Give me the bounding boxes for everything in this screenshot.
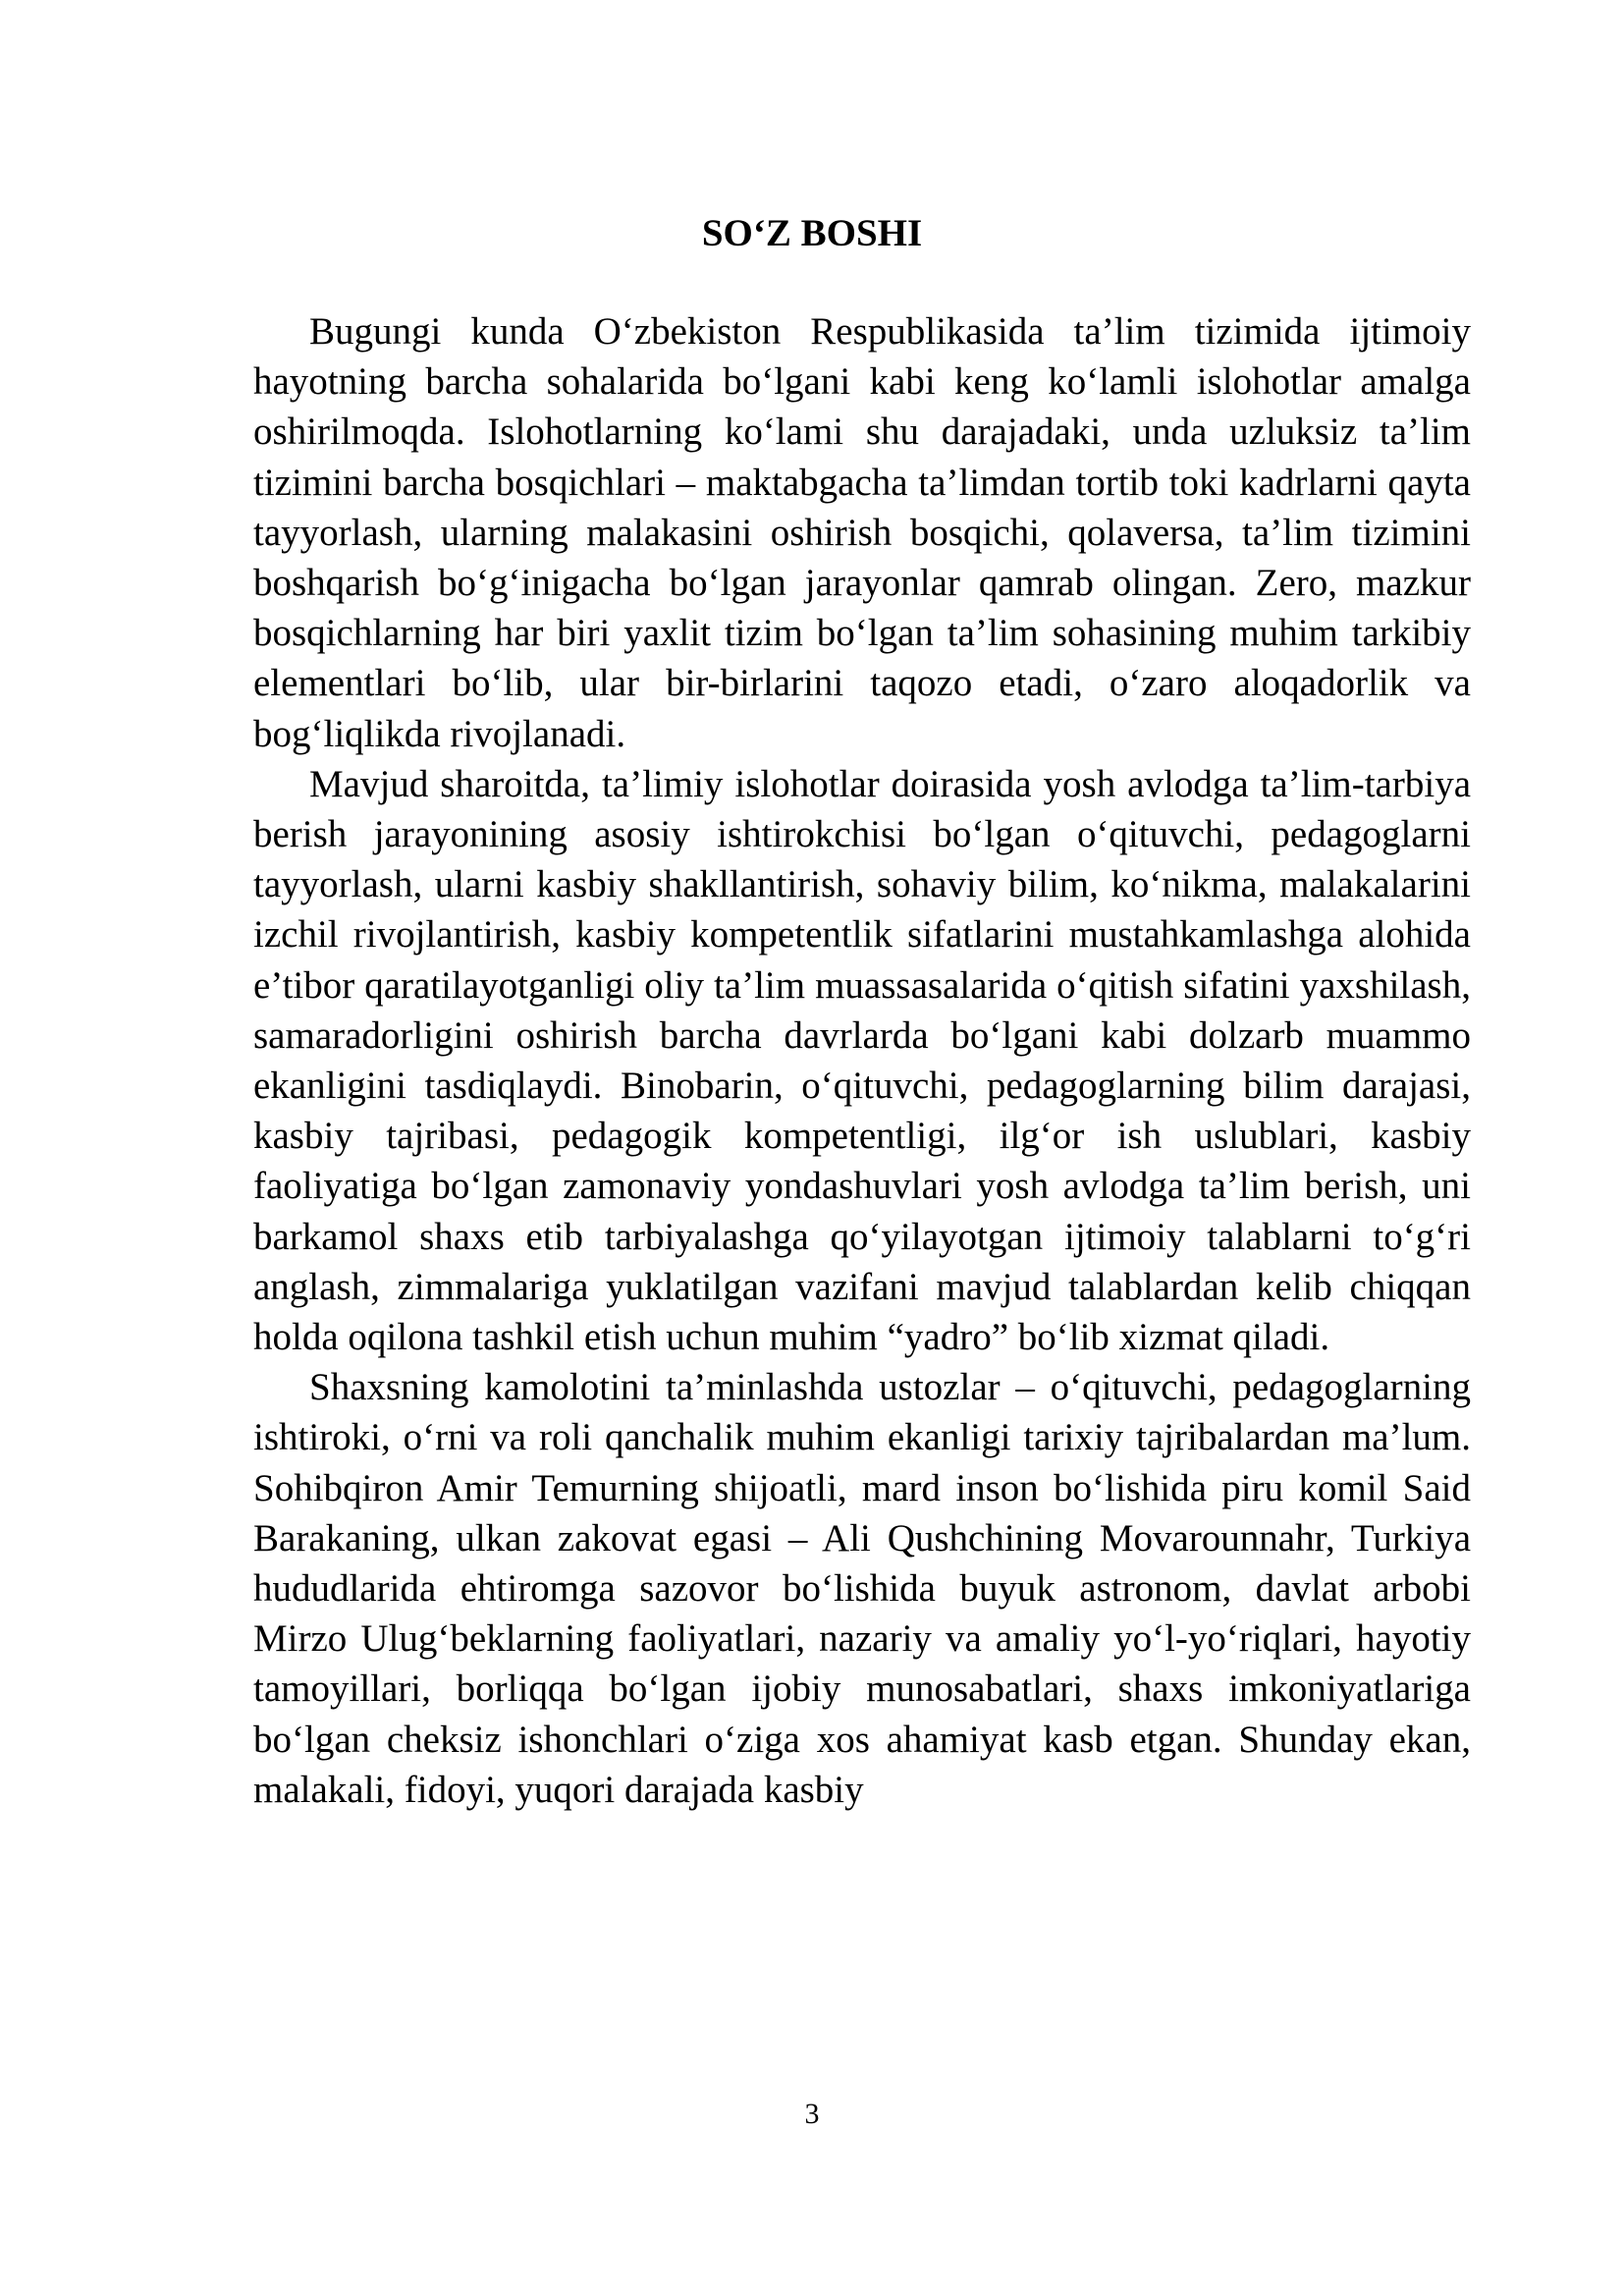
- paragraph-2: Mavjud sharoitda, ta’limiy islohotlar doirasida yosh avlodga ta’lim-tarbiya berish jarayonining asosiy ishtirokchisi bo‘lgan o‘qituvchi, pedagoglarni tayyorlash, ularni kasbiy shakllantirish, sohaviy bilim, ko‘nikma, malakalarini izchil rivojlantirish, kasbiy kompetentlik sifatlarini mustahkamlashga alohida e’tibor qaratilayotganligi oliy ta’lim muassasalarida o‘qitish sifatini yaxshilash, samaradorligini oshirish barcha davrlarda bo‘lgani kabi dolzarb muammo ekanligini tasdiqlaydi. Binobarin, o‘qituvchi, pedagoglarning bilim darajasi, kasbiy tajribasi, pedagogik kompetentligi, ilg‘or ish uslublari, kasbiy faoliyatiga bo‘lgan zamonaviy yondashuvlari yosh avlodga ta’lim berish, uni barkamol shaxs etib tarbiyalashga qo‘yilayotgan ijtimoiy talablarni to‘g‘ri anglash, zimmalariga yuklatilgan vazifani mavjud talablardan kelib chiqqan holda oqilona tashkil etish uchun muhim “yadro” bo‘lib xizmat qiladi.: [253, 762, 1471, 1359]
- paragraph-3: Shaxsning kamolotini ta’minlashda ustozlar – o‘qituvchi, pedagoglarning ishtiroki, o‘rni va roli qanchalik muhim ekanligi tarixiy tajribalardan ma’lum. Sohibqiron Amir Temurning shijoatli, mard inson bo‘lishida piru komil Said Barakaning, ulkan zakovat egasi – Ali Qushchining Movarounnahr, Turkiya hududlarida ehtiromga sazovor bo‘lishida buyuk astronom, davlat arbobi Mirzo Ulug‘beklarning faoliyatlari, nazariy va amaliy yo‘l-yo‘riqlari, hayotiy tamoyillari, borliqqa bo‘lgan ijobiy munosabatlari, shaxs imkoniyatlariga bo‘lgan cheksiz ishonchlari o‘ziga xos ahamiyat kasb etgan. Shunday ekan, malakali, fidoyi, yuqori darajada kasbiy: [253, 1366, 1471, 1811]
- paragraph-1: Bugungi kunda O‘zbekiston Respublikasida ta’lim tizimida ijtimoiy hayotning barcha sohalarida bo‘lgani kabi keng ko‘lamli islohotlar amalga oshirilmoqda. Islohotlarning ko‘lami shu darajadaki, unda uzluksiz ta’lim tizimini barcha bosqichlari – maktabgacha ta’limdan tortib toki kadrlarni qayta tayyorlash, ularning malakasini oshirish bosqichi, qolaversa, ta’lim tizimini boshqarish bo‘g‘inigacha bo‘lgan jarayonlar qamrab olingan. Zero, mazkur bosqichlarning har biri yaxlit tizim bo‘lgan ta’lim sohasining muhim tarkibiy elementlari bo‘lib, ular bir-birlarini taqozo etadi, o‘zaro aloqadorlik va bog‘liqlikda rivojlanadi.: [253, 310, 1471, 755]
- page-number: 3: [804, 2098, 820, 2130]
- body-text: [253, 306, 1471, 1815]
- page-title: SO‘Z BOSHI: [701, 212, 923, 254]
